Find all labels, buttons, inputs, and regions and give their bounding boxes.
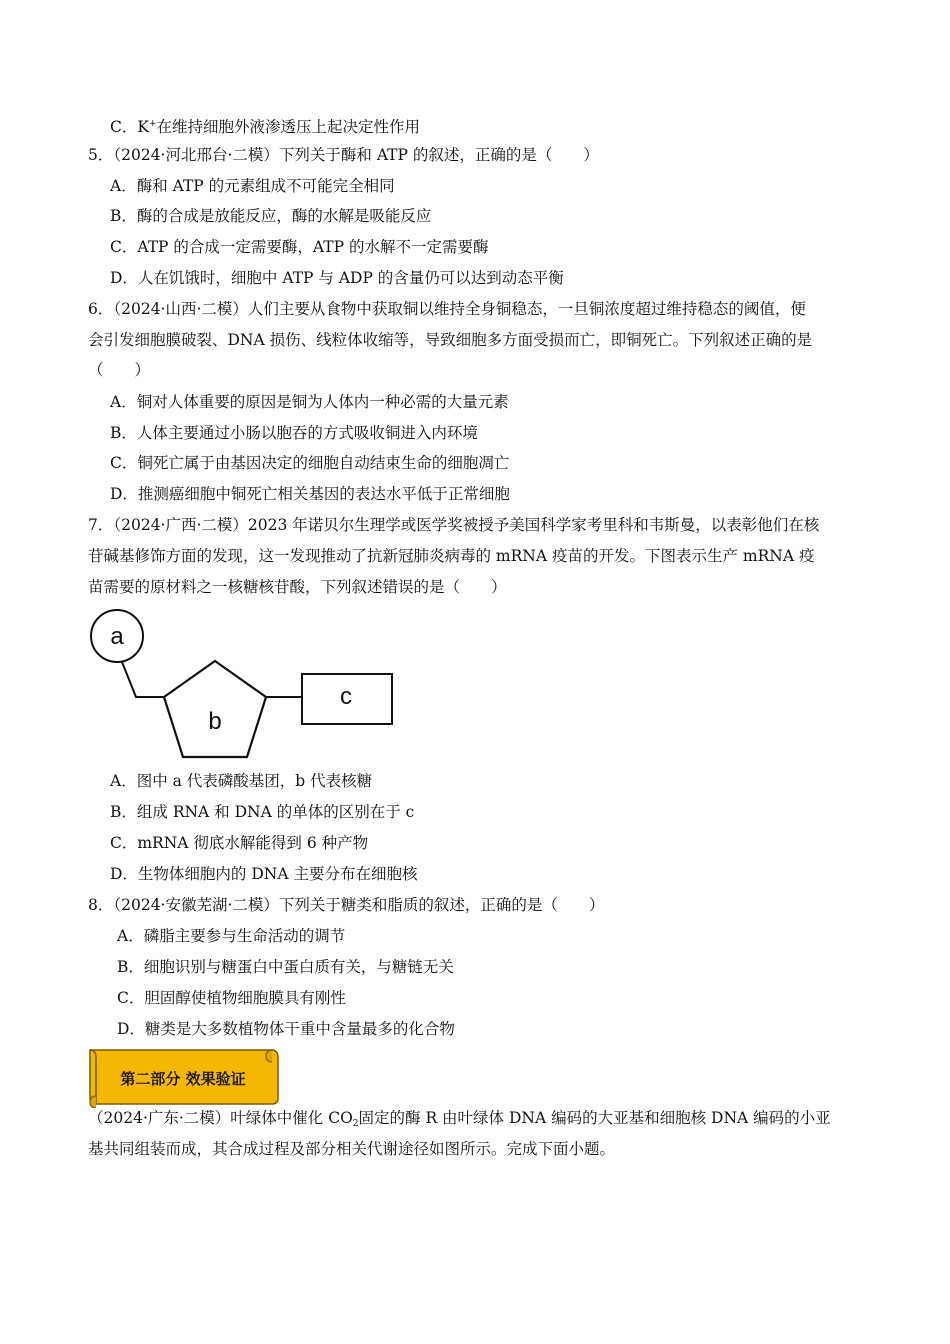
q6-option-c: C．铜死亡属于由基因决定的细胞自动结束生命的细胞凋亡 [110,454,510,472]
q5-option-b: B．酶的合成是放能反应，酶的水解是吸能反应 [110,207,432,225]
q8-option-c: C．胆固醇使植物细胞膜具有刚性 [117,989,346,1007]
q8-option-d: D．糖类是大多数植物体干重中含量最多的化合物 [117,1020,455,1038]
section-banner [86,1046,280,1108]
nucleotide-diagram [88,604,398,760]
q7-option-b: B．组成 RNA 和 DNA 的单体的区别在于 c [110,803,415,821]
q8-option-b: B．细胞识别与糖蛋白中蛋白质有关，与糖链无关 [117,958,454,976]
label-c: c [340,683,352,710]
q6-option-d: D．推测癌细胞中铜死亡相关基因的表达水平低于正常细胞 [110,485,510,503]
q7-option-a: A．图中 a 代表磷酸基团，b 代表核糖 [110,772,373,790]
q6-option-b: B．人体主要通过小肠以胞吞的方式吸收铜进入内环境 [110,424,478,442]
q4-option-c: C．K+在维持细胞外液渗透压上起决定性作用 [110,118,421,136]
q5-option-a: A．酶和 ATP 的元素组成不可能完全相同 [110,177,395,195]
question-8-stem: 8．（2024·安徽芜湖·二模）下列关于糖类和脂质的叙述，正确的是（ ） [88,896,605,914]
section-title: 第二部分 效果验证 [120,1070,246,1088]
q5-option-c: C．ATP 的合成一定需要酶，ATP 的水解不一定需要酶 [110,238,489,256]
label-b: b [208,708,222,735]
q8-option-a: A．磷脂主要参与生命活动的调节 [117,927,346,945]
question-7-stem-line-2: 苷碱基修饰方面的发现，这一发现推动了抗新冠肺炎病毒的 mRNA 疫苗的开发。下图表示生产 mRNA 疫 [88,547,815,565]
q7-option-d: D．生物体细胞内的 DNA 主要分布在细胞核 [110,865,418,883]
question-6-stem-line-2: 会引发细胞膜破裂、DNA 损伤、线粒体收缩等，导致细胞多方面受损而亡，即铜死亡。下列叙述正确的是 [88,331,813,349]
question-7-stem-line-1: 7．（2024·广西·二模）2023 年诺贝尔生理学或医学奖被授予美国科学家考里科和韦斯曼，以表彰他们在核 [88,516,820,534]
bond-a-b [122,662,164,697]
part-2-passage-line-2: 基共同组装而成，其合成过程及部分相关代谢途径如图所示。完成下面小题。 [88,1140,616,1158]
part-2-passage-line-1: （2024·广东·二模）叶绿体中催化 $CO_2$固定的酶 R 由叶绿体 DNA 编码的大亚基和细胞核 DNA 编码的小亚 [88,1109,831,1129]
q6-option-a: A．铜对人体重要的原因是铜为人体内一种必需的大量元素 [110,393,509,411]
q7-option-c: C．mRNA 彻底水解能得到 6 种产物 [110,834,369,852]
question-6-stem-line-3: （ ） [88,361,151,379]
question-7-stem-line-3: 苗需要的原材料之一核糖核苷酸，下列叙述错误的是（ ） [88,578,507,596]
q5-option-d: D．人在饥饿时，细胞中 ATP 与 ADP 的含量仍可以达到动态平衡 [110,269,564,287]
question-5-stem: 5．（2024·河北邢台·二模）下列关于酶和 ATP 的叙述，正确的是（ ） [88,146,599,164]
question-6-stem-line-1: 6．（2024·山西·二模）人们主要从食物中获取铜以维持全身铜稳态，一旦铜浓度超过维持稳态的阈值，便 [88,300,806,318]
label-a: a [110,623,124,650]
